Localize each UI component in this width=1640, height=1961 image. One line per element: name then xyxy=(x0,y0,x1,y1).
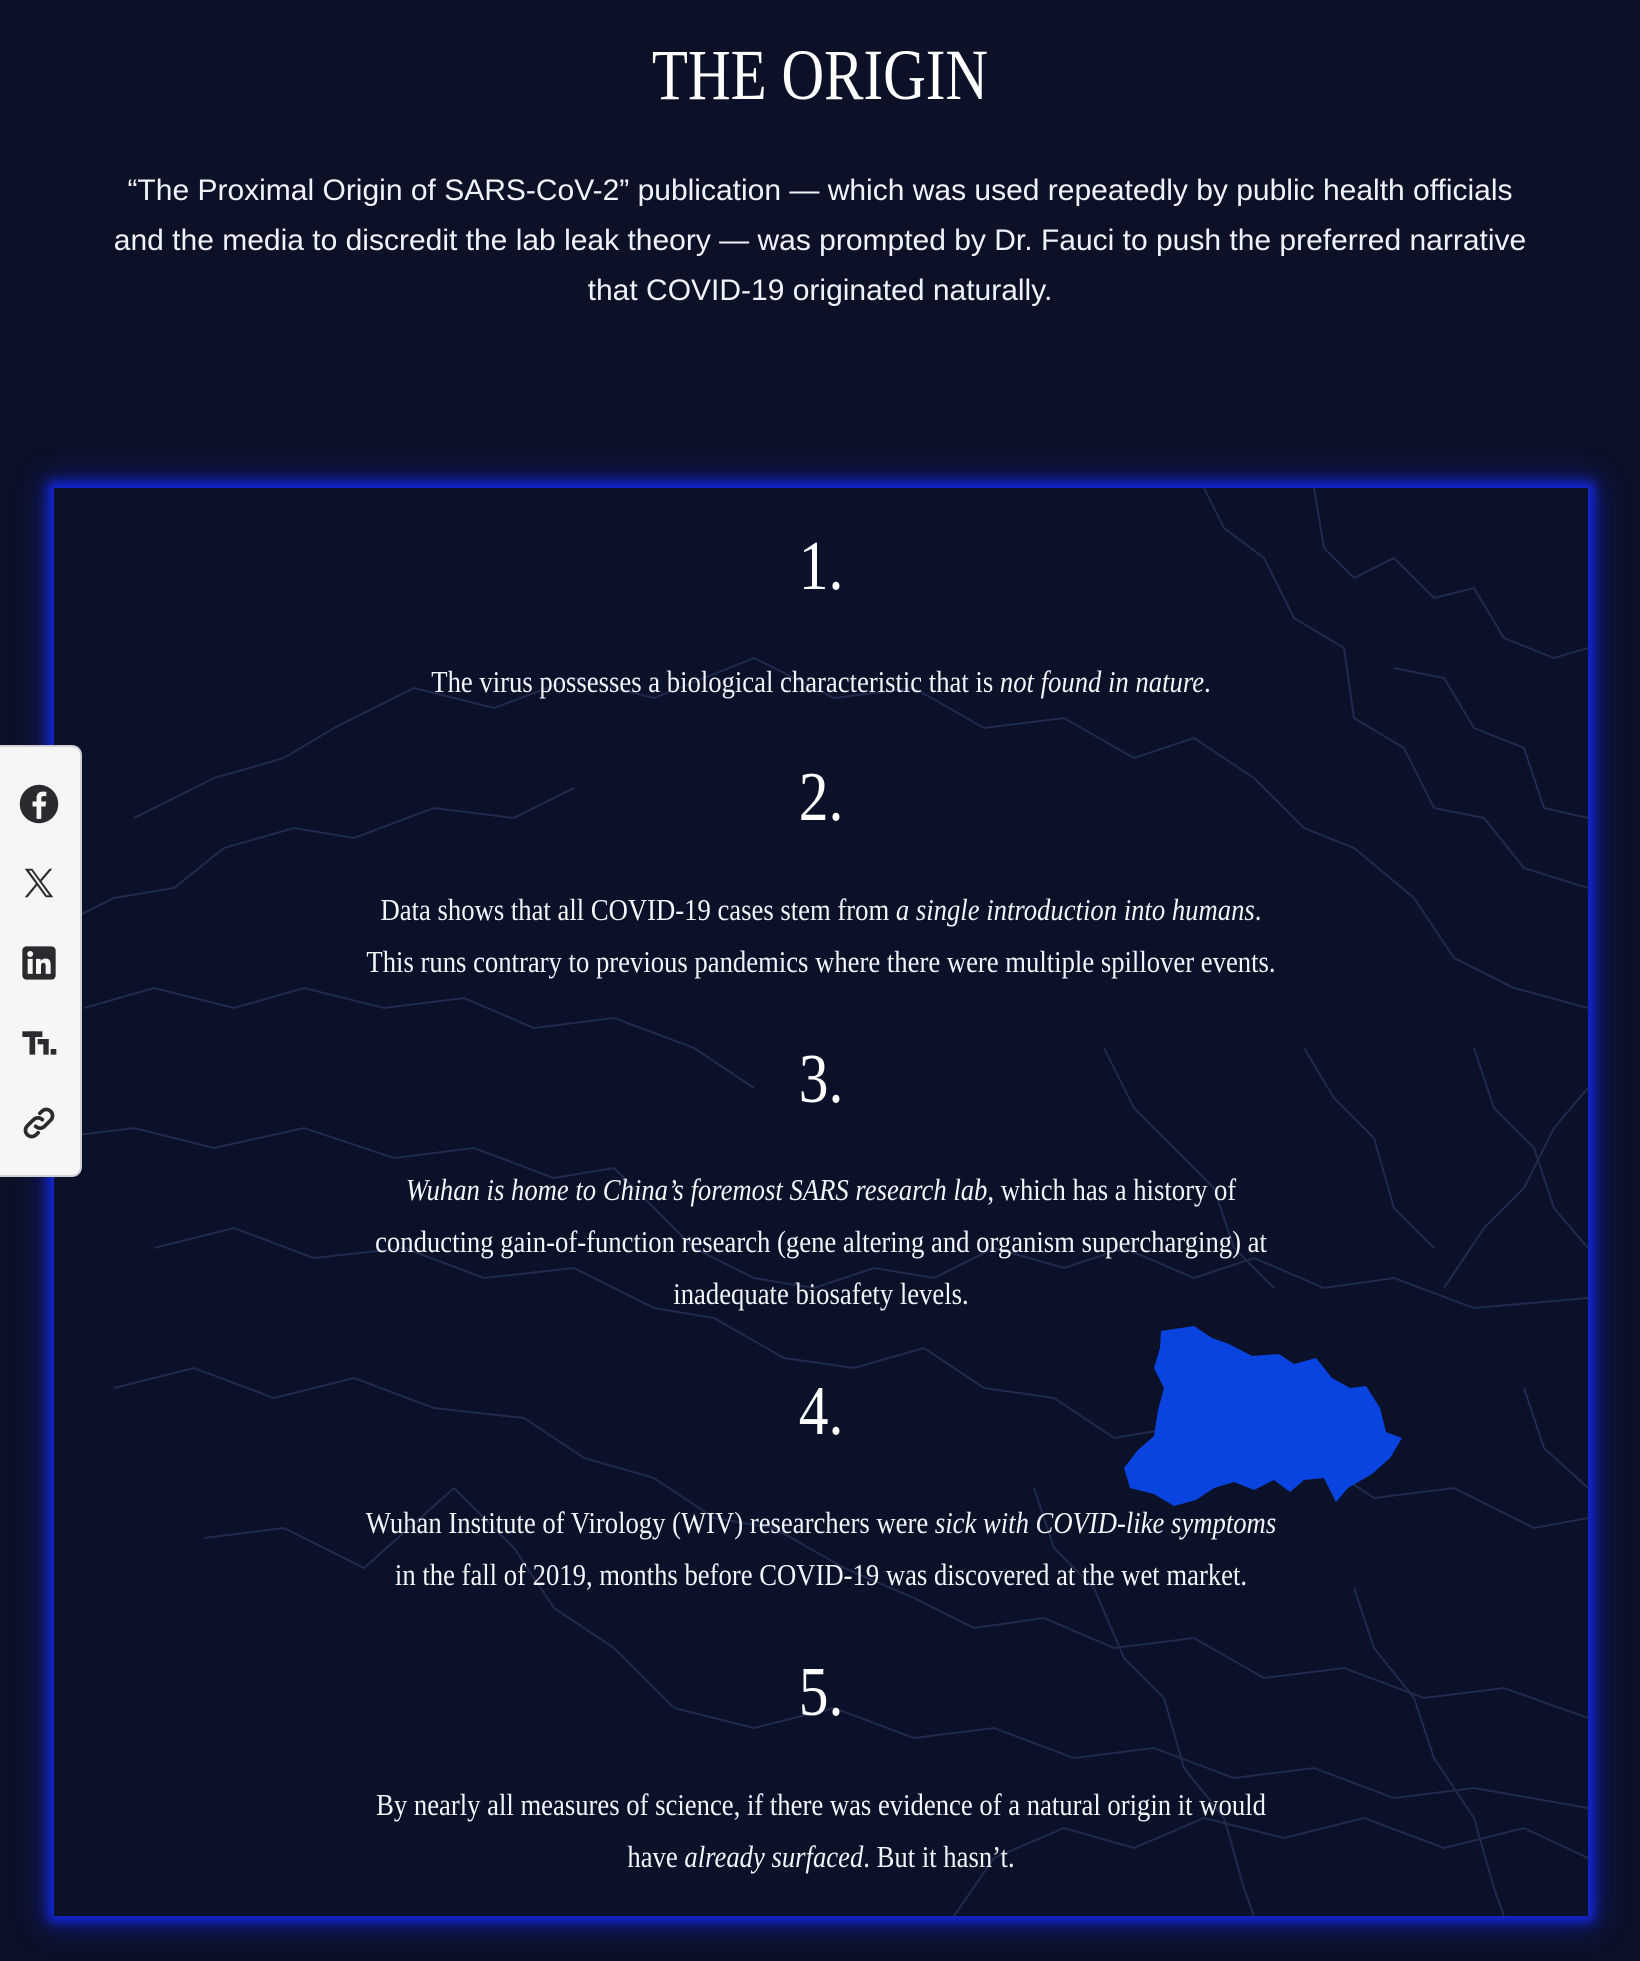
point-number-1: 1. xyxy=(798,528,844,605)
intro-paragraph: “The Proximal Origin of SARS-CoV-2” publication — which was used repeatedly by public health officials and the media to discredit the lab leak theory — was prompted by Dr. Fauci to push the preferred narrative that COVID-19 originated naturally. xyxy=(113,174,1527,307)
copy-link-button[interactable] xyxy=(17,1101,61,1145)
point-text-2: Data shows that all COVID-19 cases stem from a single introduction into humans. This runs contrary to previous pandemics where there were multiple spillover events. xyxy=(366,892,1276,979)
link-icon xyxy=(19,1103,59,1143)
linkedin-icon xyxy=(19,943,59,983)
truth-social-icon xyxy=(19,1023,59,1063)
share-x-button[interactable] xyxy=(17,861,61,905)
origin-points-panel xyxy=(54,488,1588,1916)
point-number-5: 5. xyxy=(798,1654,844,1731)
point-number-4: 4. xyxy=(798,1373,844,1450)
share-toolbar xyxy=(0,745,82,1177)
page-title: THE ORIGIN xyxy=(651,35,989,115)
point-text-3: Wuhan is home to China’s foremost SARS research lab, which has a history of conducting gain-of-function research (gene altering and organism supercharging) at inadequate biosafety levels. xyxy=(375,1172,1267,1311)
share-truth-social-button[interactable] xyxy=(17,1021,61,1065)
point-text-1: The virus possesses a biological characteristic that is not found in nature. xyxy=(431,664,1211,699)
facebook-icon xyxy=(18,783,60,825)
point-number-3: 3. xyxy=(798,1041,844,1118)
point-text-5: By nearly all measures of science, if there was evidence of a natural origin it would have already surfaced. But it hasn’t. xyxy=(376,1787,1266,1874)
x-icon xyxy=(20,864,58,902)
share-linkedin-button[interactable] xyxy=(17,941,61,985)
point-text-4: Wuhan Institute of Virology (WIV) researchers were sick with COVID-like symptoms in the fall of 2019, months before COVID-19 was discovered at the wet market. xyxy=(365,1505,1277,1592)
point-number-2: 2. xyxy=(798,759,844,836)
share-facebook-button[interactable] xyxy=(17,782,61,826)
